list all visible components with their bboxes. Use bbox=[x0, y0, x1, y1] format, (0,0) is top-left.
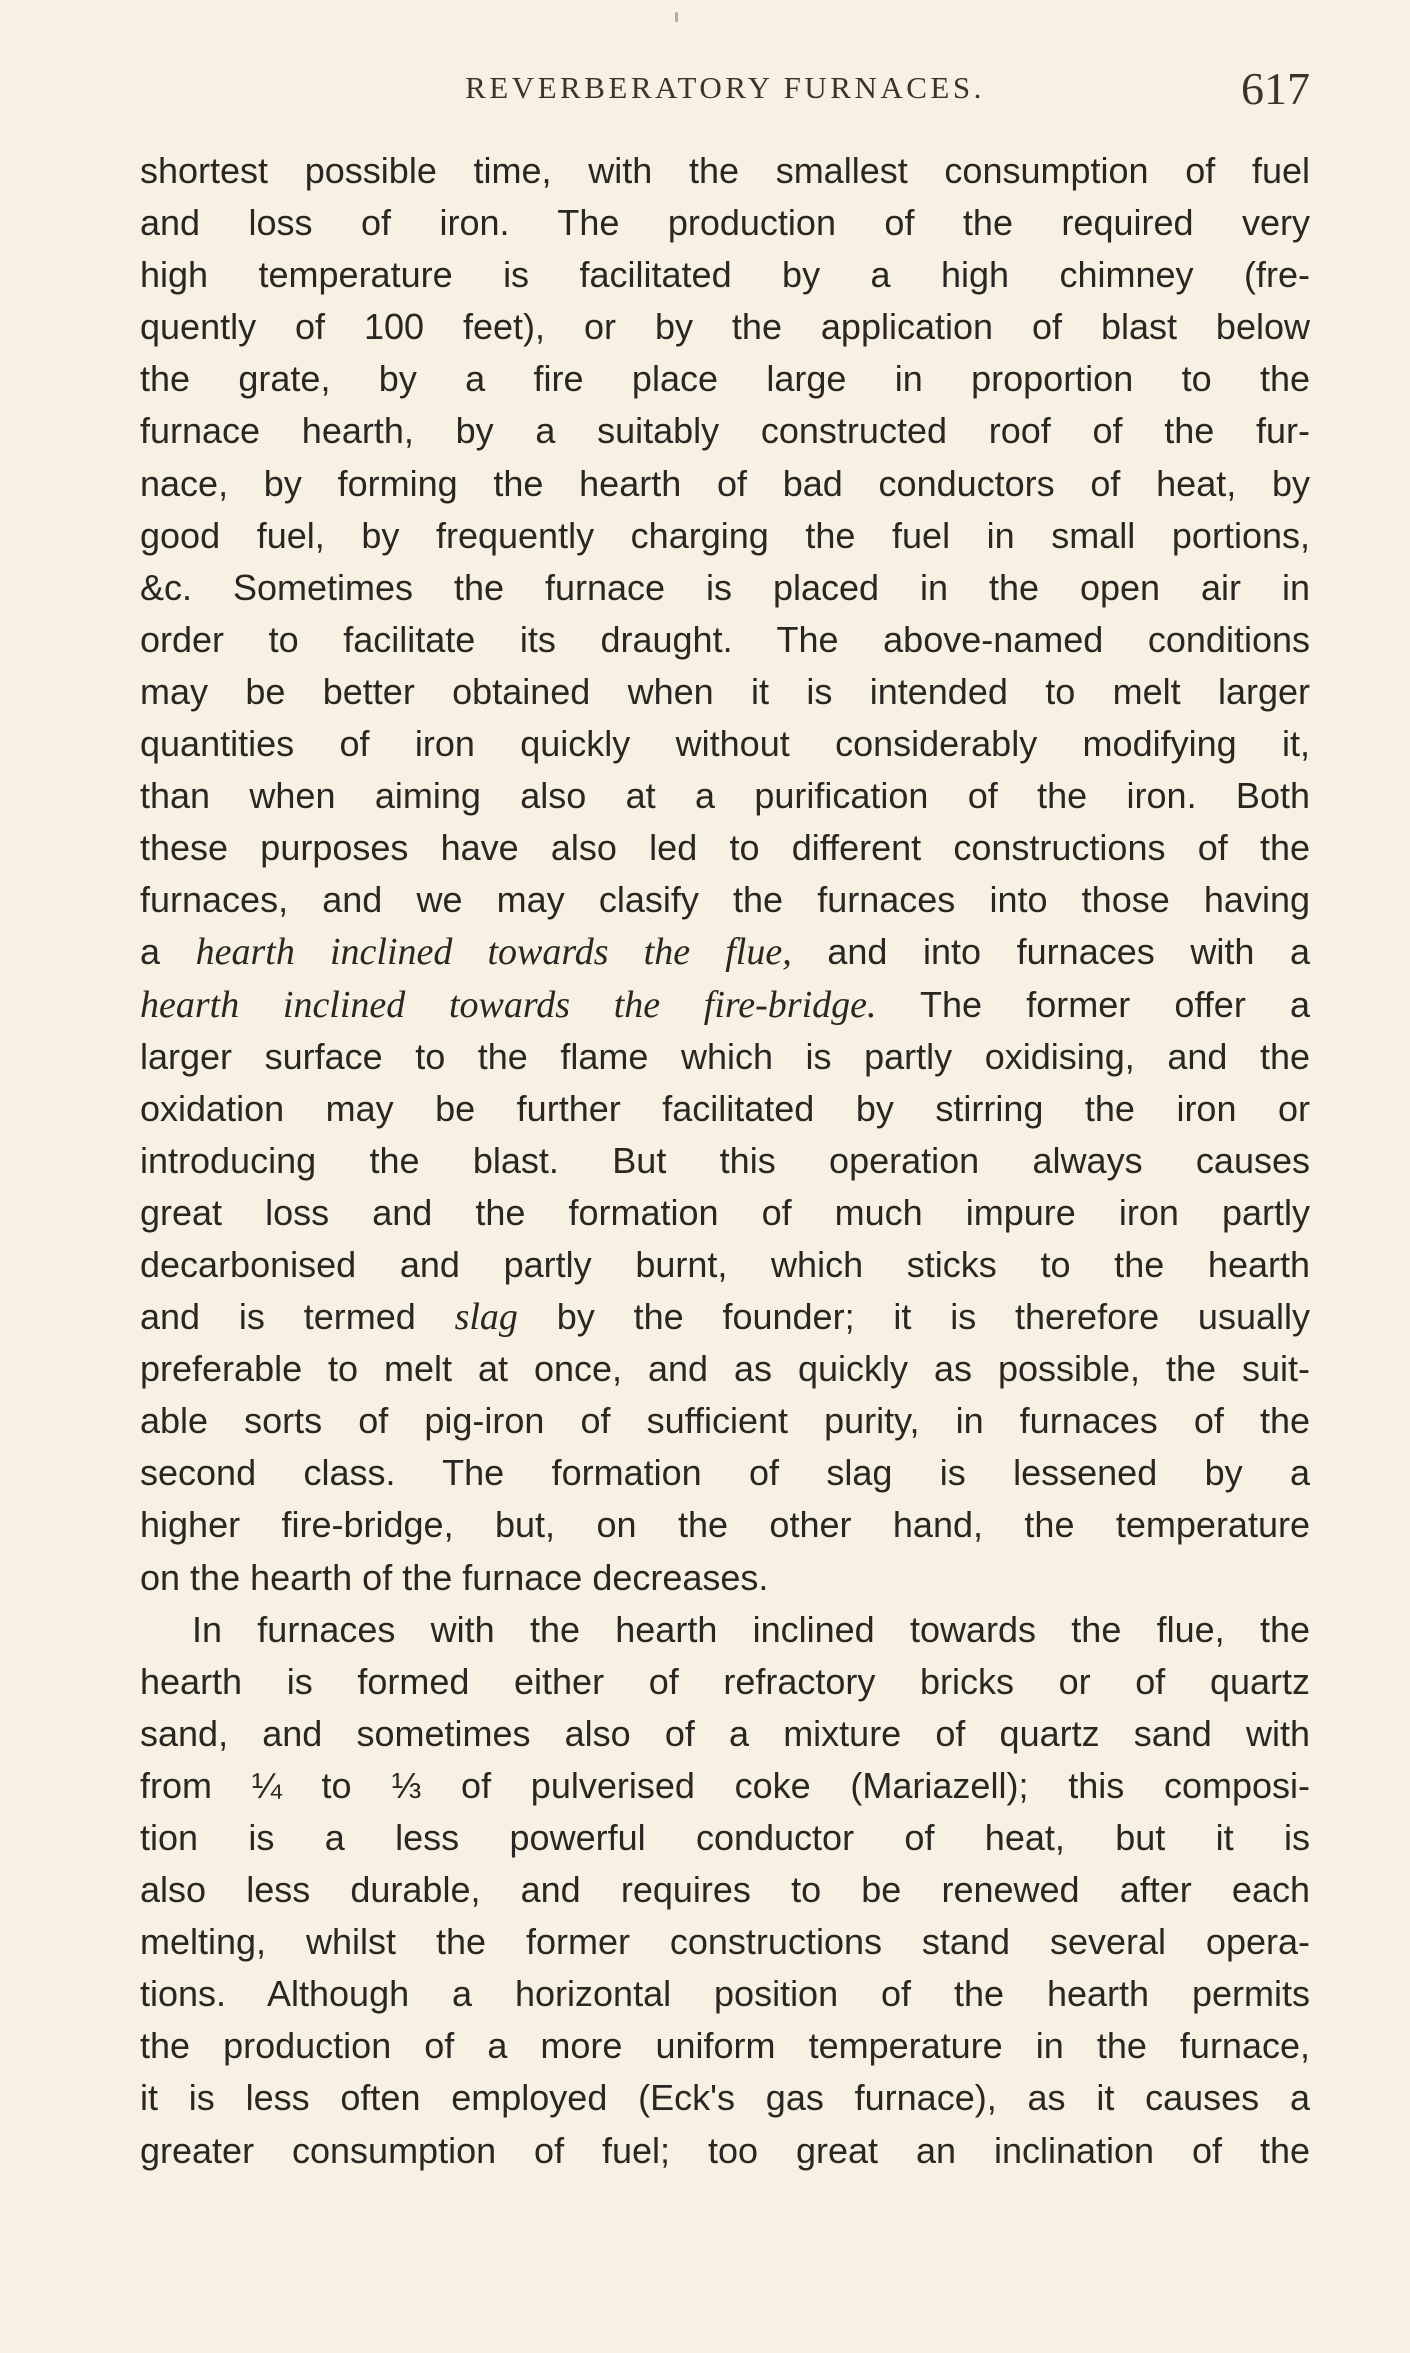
text-line: hearth is formed either of refractory bricks or of quartz bbox=[140, 1660, 1310, 1702]
text-line bbox=[140, 979, 1310, 1031]
text-line: shortest possible time, with the smallest consumption of fuel bbox=[140, 150, 1310, 191]
page-number: 617 bbox=[1241, 63, 1310, 114]
text-line: furnaces, and we may clasify the furnaces into those having bbox=[140, 879, 1310, 921]
text-line: introducing the blast. But this operation always causes bbox=[140, 1139, 1310, 1181]
text-run: and is termed bbox=[140, 1296, 455, 1338]
italic-term: hearth inclined towards the fire-bridge. bbox=[140, 983, 877, 1026]
text-line: also less durable, and requires to be renewed after each bbox=[140, 1869, 1310, 1911]
running-title: REVERBERATORY FURNACES. bbox=[465, 70, 985, 105]
text-line: on the hearth of the furnace decreases. bbox=[140, 1556, 769, 1598]
text-line: great loss and the formation of much impure iron partly bbox=[140, 1191, 1310, 1233]
text-line: able sorts of pig-iron of sufficient purity, in furnaces of the bbox=[140, 1400, 1310, 1442]
text-line: second class. The formation of slag is lessened by a bbox=[140, 1452, 1310, 1494]
text-line: these purposes have also led to different constructions of the bbox=[140, 827, 1310, 869]
text-line: greater consumption of fuel; too great an inclination of the bbox=[140, 2129, 1310, 2171]
text-line: tion is a less powerful conductor of heat, but it is bbox=[140, 1817, 1310, 1858]
text-line: furnace hearth, by a suitably constructed roof of the fur- bbox=[140, 410, 1310, 452]
text-line: good fuel, by frequently charging the fuel in small portions, bbox=[140, 514, 1310, 556]
italic-term: slag bbox=[454, 1296, 518, 1339]
text-line: high temperature is facilitated by a high chimney (fre- bbox=[140, 254, 1310, 296]
text-line: quently of 100 feet), or by the application of blast below bbox=[140, 306, 1310, 348]
text-line: larger surface to the flame which is partly oxidising, and the bbox=[140, 1035, 1310, 1077]
text-line: may be better obtained when it is intended to melt larger bbox=[140, 670, 1310, 712]
text-line: than when aiming also at a purification of the iron. Both bbox=[140, 775, 1310, 817]
text-run: The former offer a bbox=[876, 983, 1310, 1025]
text-line: In furnaces with the hearth inclined towards the flue, the bbox=[192, 1608, 1310, 1650]
text-line: higher fire-bridge, but, on the other hand, the temperature bbox=[140, 1504, 1310, 1546]
text-line: the grate, by a fire place large in proportion to the bbox=[140, 358, 1310, 400]
text-line: melting, whilst the former constructions stand several opera- bbox=[140, 1921, 1310, 1963]
text-line: it is less often employed (Eck's gas furnace), as it causes a bbox=[140, 2077, 1310, 2119]
text-line bbox=[140, 926, 1310, 978]
text-line: tions. Although a horizontal position of the hearth permits bbox=[140, 1973, 1310, 2015]
text-line: sand, and sometimes also of a mixture of quartz sand with bbox=[140, 1712, 1310, 1754]
paper-speck bbox=[675, 12, 678, 22]
text-line: order to facilitate its draught. The above-named conditions bbox=[140, 618, 1310, 660]
text-line: quantities of iron quickly without considerably modifying it, bbox=[140, 723, 1310, 765]
text-run: and into furnaces with a bbox=[791, 931, 1311, 973]
text-line: nace, by forming the hearth of bad conductors of heat, by bbox=[140, 462, 1310, 504]
text-line: and loss of iron. The production of the required very bbox=[140, 202, 1310, 244]
text-run: a bbox=[140, 931, 196, 973]
text-line: the production of a more uniform temperature in the furnace, bbox=[140, 2025, 1310, 2067]
text-line bbox=[140, 1291, 1310, 1343]
text-run: by the founder; it is therefore usually bbox=[517, 1296, 1310, 1338]
text-line: decarbonised and partly burnt, which sticks to the hearth bbox=[140, 1243, 1310, 1285]
text-line: preferable to melt at once, and as quickly as possible, the suit- bbox=[140, 1348, 1310, 1390]
body-text bbox=[140, 145, 1310, 2177]
text-line: oxidation may be further facilitated by stirring the iron or bbox=[140, 1087, 1310, 1129]
running-head bbox=[140, 60, 1310, 120]
italic-term: hearth inclined towards the flue, bbox=[195, 931, 792, 974]
text-line: from ¼ to ⅓ of pulverised coke (Mariazell); this composi- bbox=[140, 1764, 1310, 1806]
text-line: &c. Sometimes the furnace is placed in the open air in bbox=[140, 566, 1310, 608]
